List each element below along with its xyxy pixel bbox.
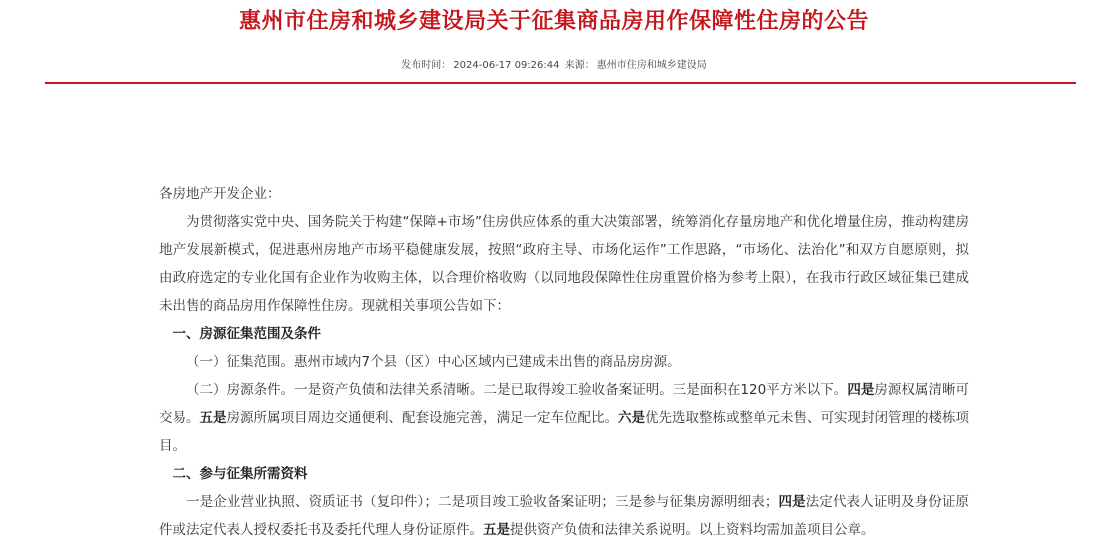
page-title: 惠州市住房和城乡建设局关于征集商品房用作保障性住房的公告 (238, 9, 869, 34)
materials-lead: 一是企业营业执照、资质证书（复印件）；二是项目竣工验收备案证明；三是参与征集房源明细表； (186, 494, 779, 510)
condition-4-text: 房源权属清晰可交易。 (159, 382, 969, 426)
article-meta (0, 56, 1108, 71)
section-heading-materials: 二、参与征集所需资料 (172, 466, 308, 482)
condition-5-text: 房源所属项目周边交通便利、配套设施完善，满足一定车位配比。 (226, 410, 618, 426)
source-name: 惠州市住房和城乡建设局 (596, 60, 707, 71)
condition-6-text: 优先选取整栋或整单元未售、可实现封闭管理的楼栋项目。 (159, 410, 969, 454)
publish-time: 2024-06-17 09:26:44 (453, 60, 560, 71)
condition-5-marker: 五是 (199, 410, 227, 426)
conditions-lead: （二）房源条件。一是资产负债和法律关系清晰。二是已取得竣工验收备案证明。三是面积在120平方米以下。 (186, 382, 848, 398)
section-heading-scope: 一、房源征集范围及条件 (172, 326, 321, 342)
salutation: 各房地产开发企业： (159, 186, 281, 202)
material-5-marker: 五是 (483, 522, 510, 538)
materials-paragraph (159, 488, 969, 544)
condition-4-marker: 四是 (847, 382, 875, 398)
publish-label: 发布时间： (401, 60, 452, 71)
material-5-text: 提供资产负债和法律关系说明。以上资料均需加盖项目公章。 (510, 522, 875, 538)
conditions-paragraph (159, 376, 969, 460)
source-label: 来源： (564, 60, 595, 71)
scope-paragraph: （一）征集范围。惠州市域内7个县（区）中心区域内已建成未出售的商品房房源。 (186, 354, 681, 370)
material-4-marker: 四是 (778, 494, 806, 510)
article-body (159, 180, 969, 544)
intro-paragraph: 为贯彻落实党中央、国务院关于构建“保障+市场”住房供应体系的重大决策部署，统筹消化存量房地产和优化增量住房，推动构建房地产发展新模式，促进惠州房地产市场平稳健康发展，按照“政府主导、市场化运作”工作思路，“市场化、法治化”和双方自愿原则，拟由政府选定的专业化国有企业作为收购主体，以合理价格收购（以同地段保障性住房重置价格为参考上限），在我市行政区域征集已建成未出售的商品房用作保障性住房。现就相关事项公告如下： (159, 214, 969, 314)
material-4-text: 法定代表人证明及身份证原件或法定代表人授权委托书及委托代理人身份证原件。 (159, 494, 970, 538)
title-divider (45, 82, 1076, 84)
condition-6-marker: 六是 (618, 410, 645, 426)
